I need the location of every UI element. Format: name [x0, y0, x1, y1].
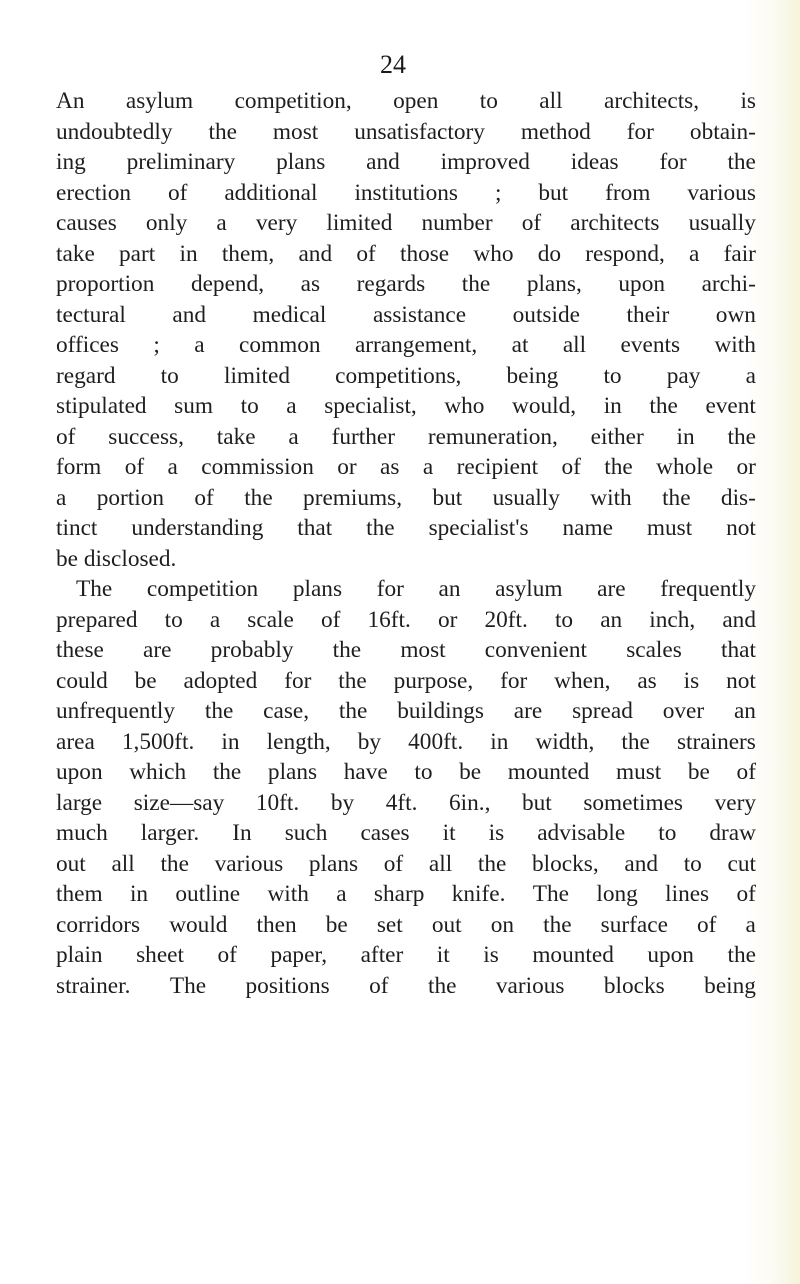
body-text — [56, 86, 756, 1001]
text-line: regard to limited competitions, being to pay a — [56, 362, 756, 389]
page-number: 24 — [380, 50, 406, 79]
text-line: take part in them, and of those who do respond, a fair — [56, 240, 756, 267]
text-line: form of a commission or as a recipient of the whole or — [56, 454, 756, 480]
text-line: prepared to a scale of 16ft. or 20ft. to an inch, and — [56, 606, 756, 633]
text-line: erection of additional institutions ; but from various — [56, 179, 756, 206]
text-line: out all the various plans of all the blocks, and to cut — [56, 850, 756, 877]
text-line: corridors would then be set out on the surface of a — [56, 911, 756, 938]
text-line: An asylum competition, open to all architects, is — [56, 88, 756, 114]
text-line: strainer. The positions of the various blocks being — [56, 972, 756, 999]
text-line: ing preliminary plans and improved ideas for the — [56, 149, 756, 175]
text-line: causes only a very limited number of architects usually — [56, 210, 756, 236]
text-line: a portion of the premiums, but usually with the dis- — [56, 484, 756, 511]
text-line: large size—say 10ft. by 4ft. 6in., but sometimes very — [56, 789, 756, 816]
text-line: them in outline with a sharp knife. The long lines of — [56, 881, 756, 907]
text-line: could be adopted for the purpose, for when, as is not — [56, 667, 756, 694]
text-line: of success, take a further remuneration, either in the — [56, 423, 756, 450]
text-line: area 1,500ft. in length, by 400ft. in width, the strainers — [56, 728, 756, 755]
text-line: The competition plans for an asylum are frequently — [76, 576, 756, 602]
text-line: unfrequently the case, the buildings are spread over an — [56, 698, 756, 724]
text-line: offices ; a common arrangement, at all events with — [56, 332, 756, 358]
text-line: upon which the plans have to be mounted must be of — [56, 759, 756, 785]
text-line: be disclosed. — [56, 545, 177, 572]
text-line: tectural and medical assistance outside their own — [56, 301, 756, 328]
text-line: stipulated sum to a specialist, who would, in the event — [56, 393, 756, 419]
text-line: much larger. In such cases it is advisable to draw — [56, 820, 756, 846]
text-line: undoubtedly the most unsatisfactory method for obtain- — [56, 118, 756, 145]
text-line: proportion depend, as regards the plans, upon archi- — [56, 271, 756, 297]
text-line: plain sheet of paper, after it is mounted upon the — [56, 942, 756, 968]
text-line: tinct understanding that the specialist's name must not — [56, 515, 756, 541]
text-line: these are probably the most convenient scales that — [56, 637, 756, 663]
